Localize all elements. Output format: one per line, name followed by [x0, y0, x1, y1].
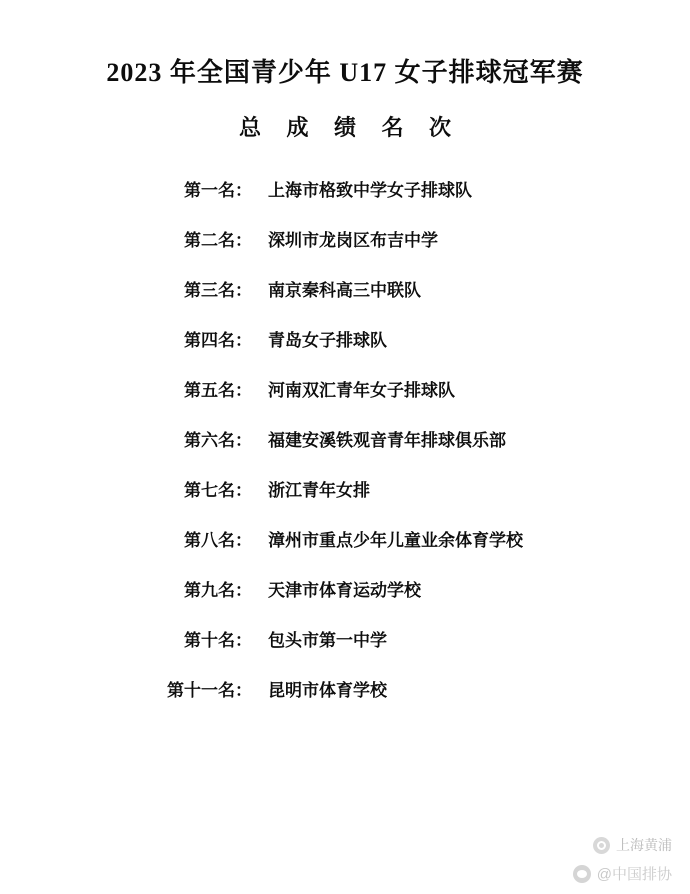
rank-label: 第十一名：	[167, 681, 252, 700]
rank-label: 第一名：	[184, 181, 252, 200]
team-name: 上海市格致中学女子排球队	[268, 181, 472, 200]
rank-label: 第二名：	[184, 231, 252, 250]
list-item	[0, 276, 690, 301]
rank-label: 第六名：	[184, 431, 252, 450]
team-name: 青岛女子排球队	[268, 331, 387, 350]
wechat-icon	[593, 837, 610, 854]
list-item	[0, 526, 690, 551]
watermark-area	[412, 835, 672, 884]
wechat-watermark	[412, 835, 672, 855]
team-name: 包头市第一中学	[268, 631, 387, 650]
team-name: 昆明市体育学校	[268, 681, 387, 700]
rank-label: 第四名：	[184, 331, 252, 350]
rank-label: 第十名：	[184, 631, 252, 650]
team-name: 天津市体育运动学校	[268, 581, 421, 600]
rank-label: 第五名：	[184, 381, 252, 400]
team-name: 浙江青年女排	[268, 481, 370, 500]
weibo-account-label: @中国排协	[596, 866, 672, 883]
page-title: 2023 年全国青少年 U17 女子排球冠军赛	[106, 58, 584, 87]
list-item	[0, 576, 690, 601]
list-item	[0, 376, 690, 401]
list-item	[0, 426, 690, 451]
rank-label: 第八名：	[184, 531, 252, 550]
list-item	[0, 176, 690, 201]
team-name: 福建安溪铁观音青年排球俱乐部	[268, 431, 506, 450]
weibo-watermark	[412, 863, 672, 884]
page-subtitle: 总 成 绩 名 次	[238, 115, 461, 140]
rank-label: 第三名：	[184, 281, 252, 300]
team-name: 南京秦科高三中联队	[268, 281, 421, 300]
team-name: 深圳市龙岗区布吉中学	[268, 231, 438, 250]
weibo-icon	[573, 865, 591, 883]
wechat-account-label: 上海黄浦	[616, 837, 672, 853]
rank-label: 第七名：	[184, 481, 252, 500]
team-name: 漳州市重点少年儿童业余体育学校	[268, 531, 523, 550]
list-item	[0, 676, 690, 701]
rank-label: 第九名：	[184, 581, 252, 600]
team-name: 河南双汇青年女子排球队	[268, 381, 455, 400]
list-item	[0, 476, 690, 501]
list-item	[0, 226, 690, 251]
list-item	[0, 326, 690, 351]
rankings-list	[0, 176, 690, 701]
list-item	[0, 626, 690, 651]
document-page	[0, 52, 690, 894]
